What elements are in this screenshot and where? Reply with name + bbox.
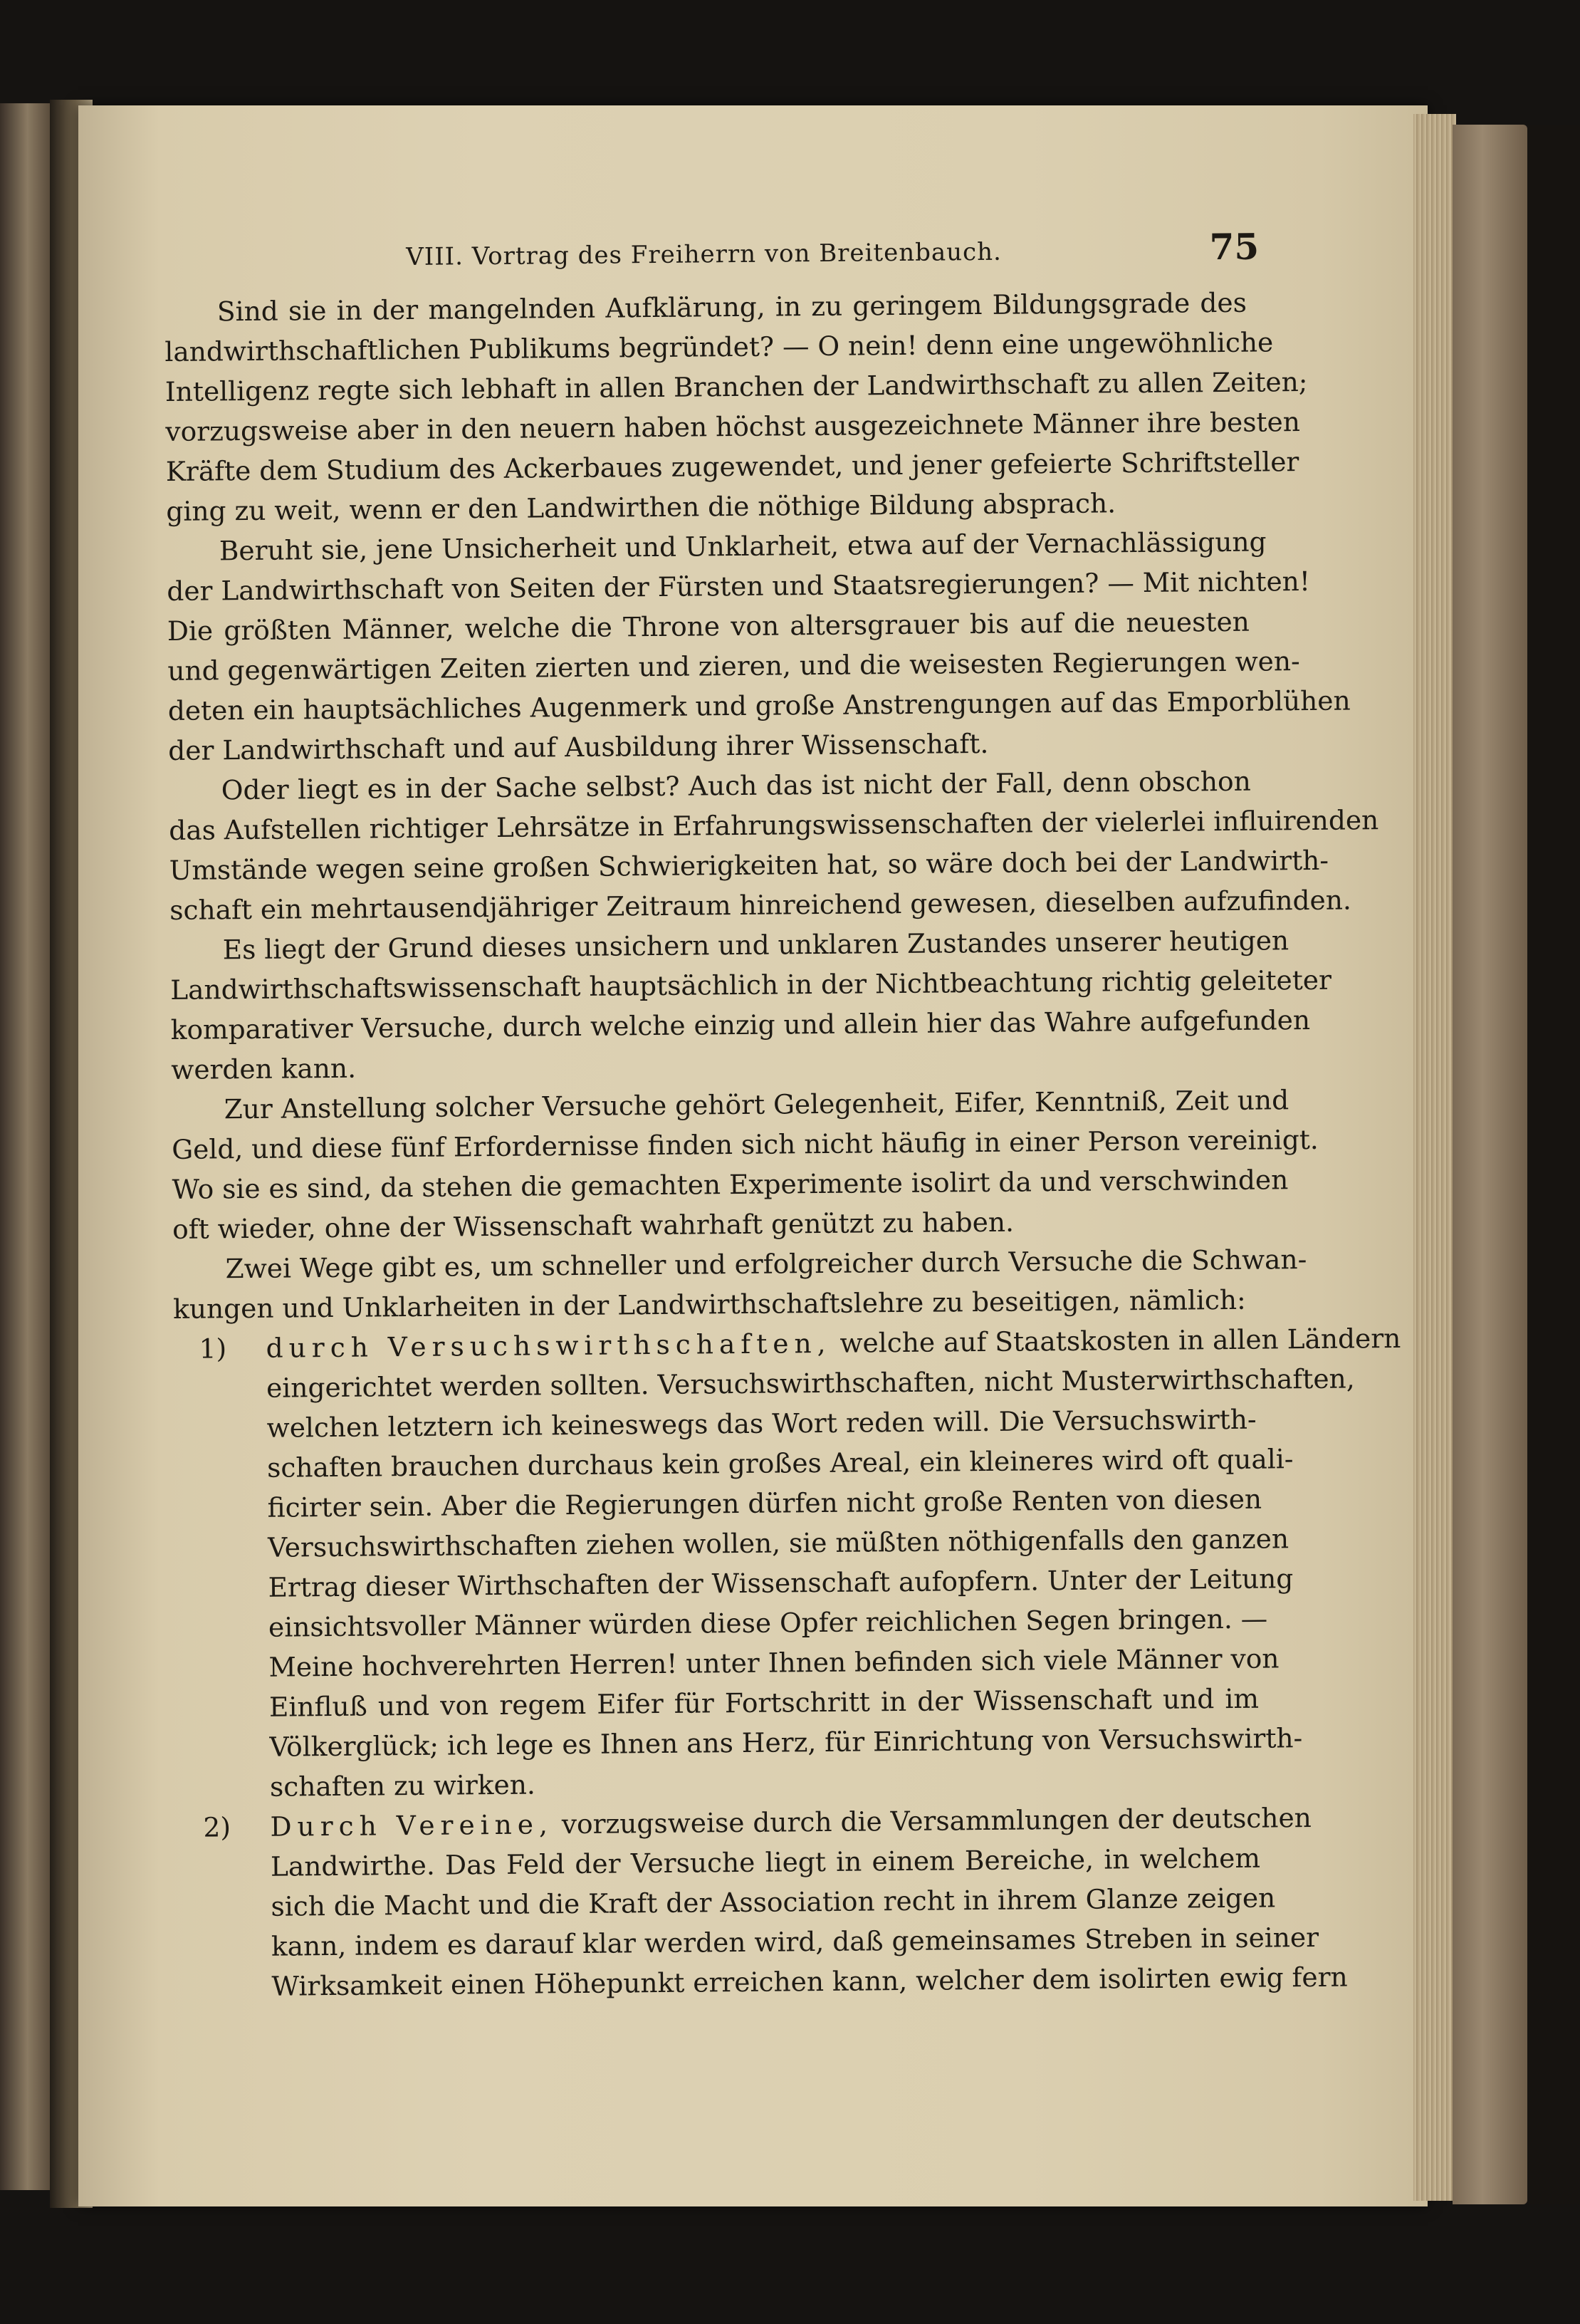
- running-header: [164, 225, 1260, 292]
- paragraph: [171, 1080, 1319, 1249]
- text-line: Versuchswirthschaften ziehen wollen, sie müßten nöthigenfalls den ganzen: [267, 1523, 1289, 1563]
- text-line: Landwirthe. Das Feld der Versuche liegt in einem Bereiche, in welchem: [270, 1842, 1261, 1882]
- list-item-number: 2): [203, 1811, 231, 1843]
- text-line: kungen und Unklarheiten in der Landwirthschaftslehre zu beseitigen, nämlich:: [172, 1283, 1246, 1325]
- text-line: sich die Macht und die Kraft der Association recht in ihrem Glanze zeigen: [271, 1882, 1276, 1922]
- page-edges: [1413, 114, 1456, 2201]
- text-line: Es liegt der Grund dieses unsichern und unklaren Zustandes unserer heutigen: [222, 924, 1289, 966]
- text-line: deten ein hauptsächliches Augenmerk und große Anstrengungen auf das Emporblühen: [167, 684, 1351, 726]
- text-line: und gegenwärtigen Zeiten zierten und zieren, und die weisesten Regierungen wen-: [167, 645, 1300, 687]
- text-line: einsichtsvoller Männer würden diese Opfer reichlichen Segen bringen. —: [268, 1603, 1268, 1643]
- text-line-rest: vorzugsweise durch die Versammlungen der deutschen: [553, 1802, 1312, 1840]
- list-item-text: [266, 1320, 1401, 1807]
- text-line: Wirksamkeit einen Höhepunkt erreichen kann, welcher dem isolirten ewig fern: [271, 1961, 1348, 2002]
- list-item: [173, 1320, 1401, 1808]
- text-line: Zwei Wege gibt es, um schneller und erfolgreicher durch Versuche die Schwan-: [225, 1244, 1307, 1285]
- text-line: komparativer Versuche, durch welche einzig und allein hier das Wahre aufgefunden: [170, 1004, 1311, 1046]
- paragraph: [164, 283, 1308, 531]
- text-line: vorzugsweise aber in den neuern haben höchst ausgezeichnete Männer ihre besten: [165, 406, 1301, 447]
- text-line: Umstände wegen seine großen Schwierigkeiten hat, so wäre doch bei der Landwirth-: [169, 844, 1329, 886]
- text-line: ficirter sein. Aber die Regierungen dürfen nicht große Renten von diesen: [267, 1483, 1262, 1523]
- text-line: welchen letztern ich keineswegs das Wort reden will. Die Versuchswirth-: [266, 1403, 1257, 1444]
- paragraph: [169, 761, 1379, 930]
- text-line: werden kann.: [171, 1052, 357, 1085]
- numbered-list: [173, 1320, 1401, 2007]
- text-line: Zur Anstellung solcher Versuche gehört Gelegenheit, Eifer, Kenntniß, Zeit und: [224, 1084, 1289, 1125]
- text-line: Oder liegt es in der Sache selbst? Auch das ist nicht der Fall, denn obschon: [221, 765, 1251, 806]
- text-line: Kräfte dem Studium des Ackerbaues zugewendet, und jener gefeierte Schriftsteller: [165, 446, 1299, 487]
- body-paragraphs: [164, 283, 1379, 1329]
- text-line: kann, indem es darauf klar werden wird, daß gemeinsames Streben in seiner: [271, 1921, 1319, 1962]
- book-cover-edge: [1453, 125, 1527, 2204]
- text-line: Wo sie es sind, da stehen die gemachten Experimente isolirt da und verschwinden: [172, 1164, 1289, 1205]
- text-line: Meine hochverehrten Herren! unter Ihnen befinden sich viele Männer von: [268, 1642, 1280, 1683]
- text-line: oft wieder, ohne der Wissenschaft wahrhaft genützt zu haben.: [172, 1206, 1015, 1245]
- list-item-number: 1): [199, 1333, 227, 1365]
- text-line-rest: welche auf Staatskosten in allen Ländern: [831, 1322, 1401, 1359]
- text-line: Ertrag dieser Wirthschaften der Wissenschaft aufopfern. Unter der Leitung: [268, 1563, 1294, 1603]
- text-line: eingerichtet werden sollten. Versuchswirthschaften, nicht Musterwirthschaften,: [266, 1362, 1355, 1404]
- text-line: ging zu weit, wenn er den Landwirthen die nöthige Bildung absprach.: [166, 487, 1116, 527]
- text-line: schaften brauchen durchaus kein großes Areal, ein kleineres wird oft quali-: [266, 1443, 1294, 1484]
- text-line: Einfluß und von regem Eifer für Fortschritt in der Wissenschaft und im: [268, 1682, 1260, 1723]
- text-line: schaft ein mehrtausendjähriger Zeitraum hinreichend gewesen, dieselben aufzufinden.: [169, 884, 1351, 926]
- list-item: [177, 1798, 1348, 2007]
- text-line: der Landwirthschaft von Seiten der Fürsten und Staatsregierungen? — Mit nichten!: [167, 565, 1311, 607]
- text-line: Landwirthschaftswissenschaft hauptsächlich in der Nichtbeachtung richtig geleiteter: [170, 964, 1332, 1006]
- left-page-edge: [0, 103, 50, 2190]
- list-item-lead: Durch Vereine,: [270, 1808, 554, 1843]
- paragraph: [167, 522, 1351, 771]
- text-line: Geld, und diese fünf Erfordernisse finden sich nicht häufig in einer Person vereinigt.: [172, 1123, 1319, 1165]
- page-text: [164, 225, 1401, 2007]
- list-item-lead: durch Versuchswirthschaften,: [266, 1327, 832, 1364]
- text-line: der Landwirthschaft und auf Ausbildung ihrer Wissenschaft.: [168, 727, 989, 766]
- text-line: landwirthschaftlichen Publikums begründet? — O nein! denn eine ungewöhnliche: [164, 326, 1274, 368]
- text-line: Völkerglück; ich lege es Ihnen ans Herz, für Einrichtung von Versuchswirth-: [269, 1722, 1303, 1763]
- text-line: Die größten Männer, welche die Throne von altersgrauer bis auf die neuesten: [167, 605, 1250, 647]
- page-number: 75: [1209, 225, 1260, 269]
- text-line: das Aufstellen richtiger Lehrsätze in Erfahrungswissenschaften der vielerlei influirenden: [169, 804, 1379, 846]
- list-item-text: [270, 1798, 1348, 2006]
- text-line: Intelligenz regte sich lebhaft in allen Branchen der Landwirthschaft zu allen Zeiten;: [164, 365, 1308, 407]
- text-line: schaften zu wirken.: [269, 1768, 536, 1803]
- paragraph: [170, 921, 1332, 1090]
- paragraph: [172, 1240, 1307, 1329]
- background-shadow: [1527, 125, 1580, 2204]
- text-line: Beruht sie, jene Unsicherheit und Unklarheit, etwa auf der Vernachlässigung: [219, 526, 1267, 567]
- text-line: Sind sie in der mangelnden Aufklärung, in zu geringem Bildungsgrade des: [216, 286, 1247, 328]
- chapter-title: VIII. Vortrag des Freiherrn von Breitenbauch.: [406, 237, 1002, 272]
